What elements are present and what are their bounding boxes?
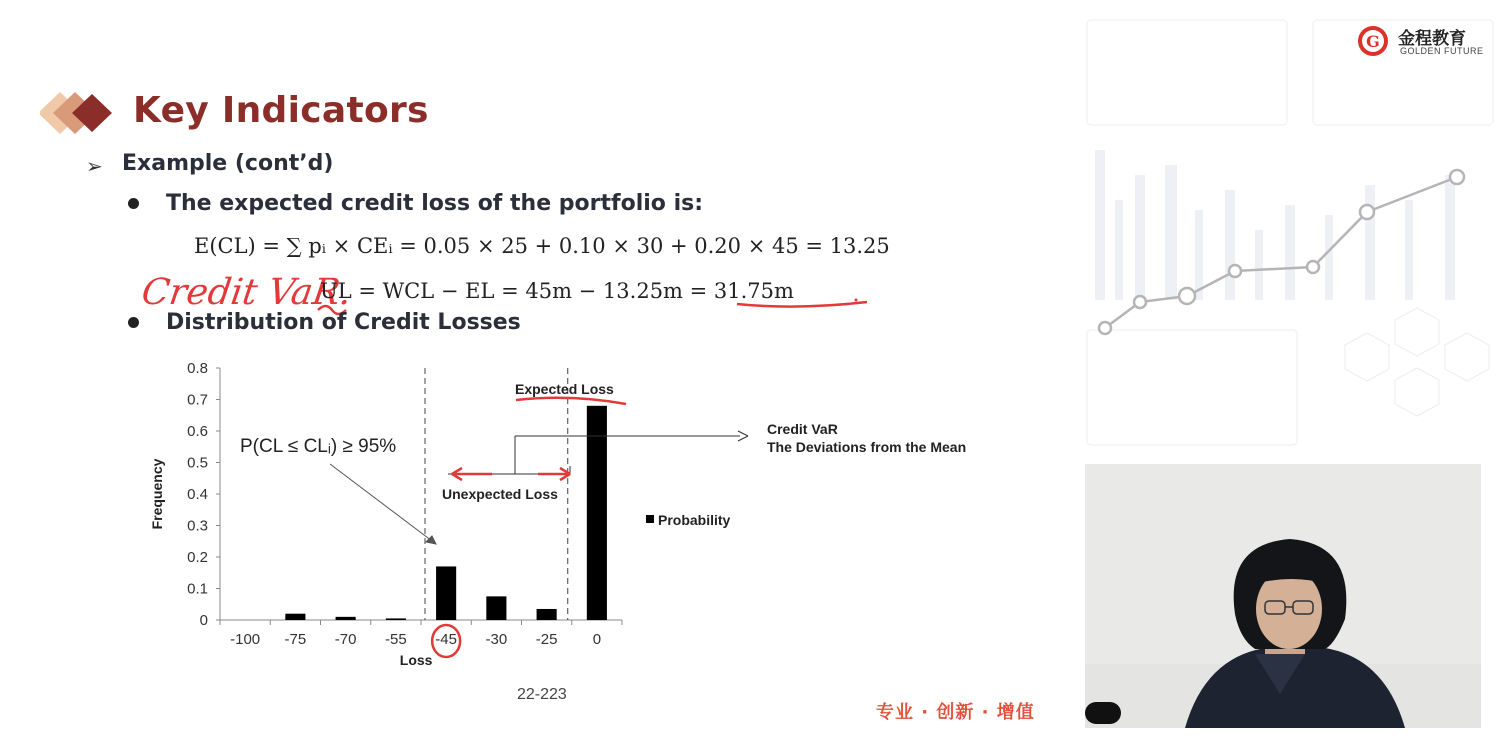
legend-label: Probability [658,512,731,528]
handwritten-annotation: Credit VaR. [139,272,355,313]
formula-unexpected-loss: UL = WCL − EL = 45m − 13.25m = 31.75m [320,279,794,303]
slogan: 专业 · 创新 · 增值 [876,702,1035,723]
x-tick-label: -75 [284,631,307,648]
y-tick-label: 0 [199,612,208,629]
y-tick-label: 0.3 [187,517,208,535]
y-tick-label: 0.2 [187,549,208,566]
y-tick-label: 0.5 [187,454,208,472]
page-number: 22-223 [517,686,567,703]
y-axis-label: Frequency [149,458,165,530]
bullet-distribution: Distribution of Credit Losses [166,310,521,335]
bar [486,596,506,620]
bar [386,618,406,620]
svg-text:G: G [1366,32,1380,51]
x-tick-label: 0 [592,631,602,648]
unexpected-loss-label: Unexpected Loss [442,486,558,502]
bar [537,609,557,620]
formula-expected-loss: E(CL) = ∑ pᵢ × CEᵢ = 0.05 × 25 + 0.10 × 30 + 0.20 × 45 = 13.25 [194,234,890,258]
bullet-dot-icon [128,317,139,328]
probability-arrow-line [330,464,436,544]
title-diamond-icon [40,90,120,136]
bar [587,406,607,620]
bullet-dot-icon [128,198,139,209]
y-tick-label: 0.6 [187,423,208,440]
logo-text-en: GOLDEN FUTURE [1400,46,1484,56]
logo-text-cn: 金程教育 [1398,29,1466,49]
bar [336,617,356,620]
y-tick-label: 0.7 [187,391,208,409]
expected-loss-underline [516,398,626,404]
decorative-background-icon [1085,0,1500,464]
x-tick-label: -70 [334,631,357,648]
x-tick-label: -25 [535,631,558,648]
bullet-expected-loss: The expected credit loss of the portfolio is: [166,191,704,216]
y-tick-label: 0.8 [187,360,208,377]
expected-loss-label: Expected Loss [515,381,614,397]
bar [436,566,456,620]
legend-swatch [646,515,654,523]
credit-var-description: The Deviations from the Mean [767,439,967,455]
presenter-video-icon [1085,464,1481,728]
webcam-video [1085,464,1481,728]
x-tick-label: -45 [435,631,457,648]
bullet-example: Example (cont’d) [122,151,334,176]
y-tick-label: 0.4 [187,486,208,503]
slide-title: Key Indicators [133,90,429,131]
y-tick-label: 0.1 [187,580,208,598]
credit-loss-chart [140,352,1040,682]
x-tick-label: -30 [485,631,508,648]
credit-var-label: Credit VaR [767,421,838,437]
arrow-bullet-icon: ➢ [86,156,103,178]
golden-future-logo-icon [1355,24,1393,58]
probability-expression: P(CL ≤ CLᵢ) ≥ 95% [240,436,397,457]
x-tick-label: -55 [385,631,407,648]
x-tick-label: -100 [230,631,261,648]
x-axis-label: Loss [399,652,433,668]
bar [285,614,305,620]
